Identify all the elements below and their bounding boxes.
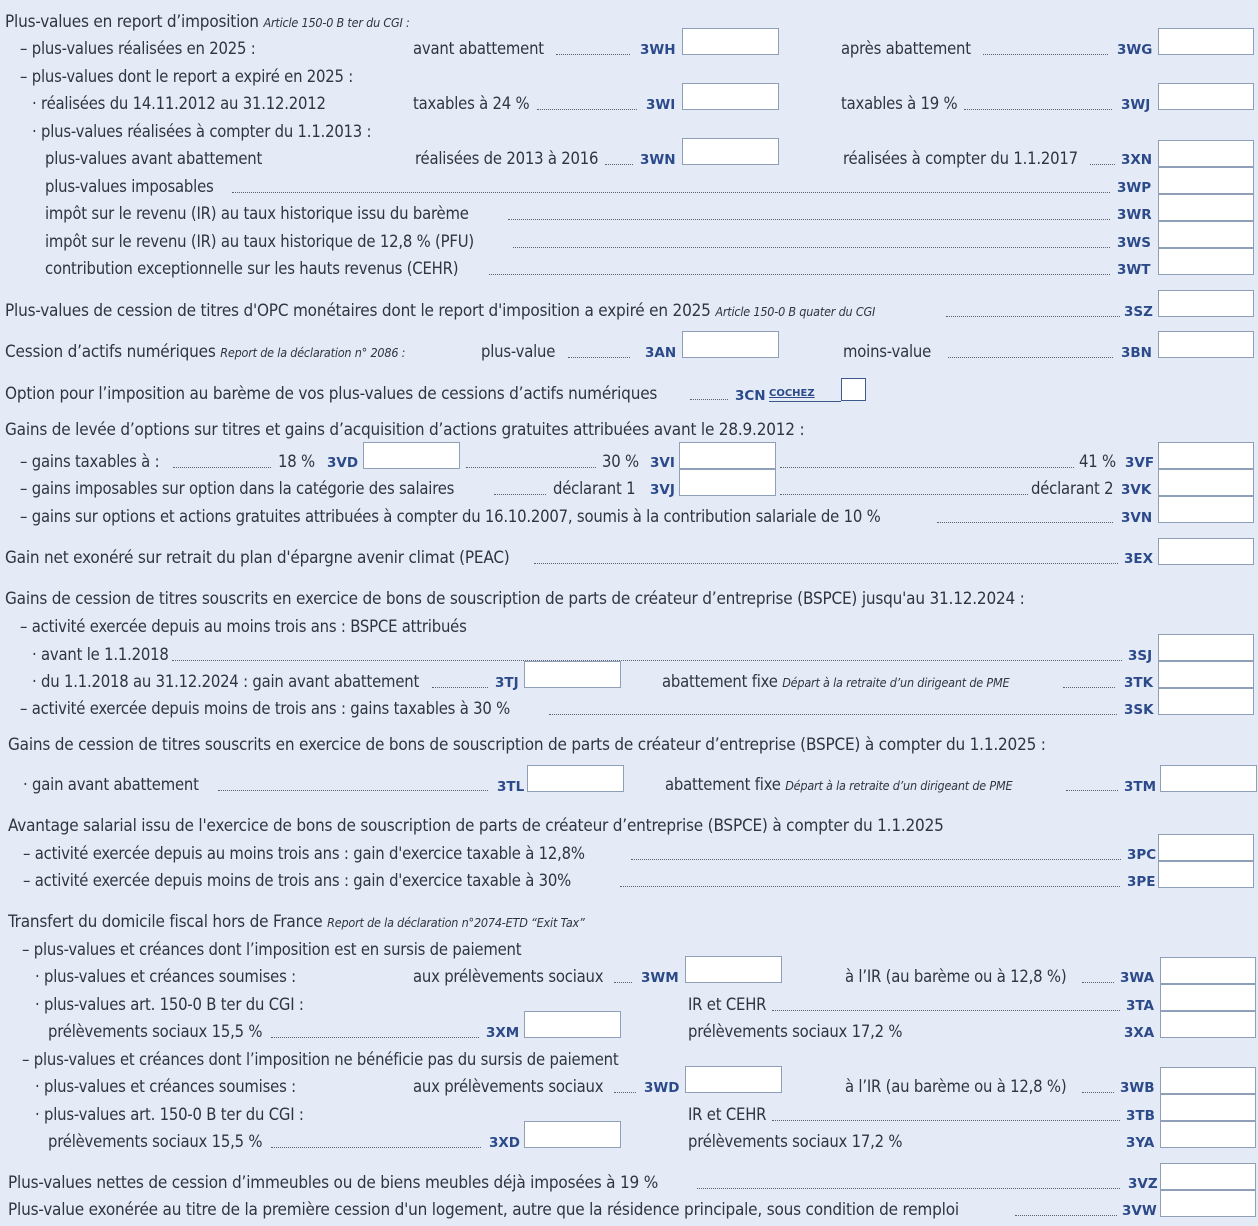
code-3wr: 3WR: [1117, 207, 1152, 223]
field-3tk[interactable]: [1158, 661, 1254, 688]
label-gain-avant-abattement: · gain avant abattement: [23, 775, 199, 794]
code-3tm: 3TM: [1124, 779, 1157, 795]
field-3wp[interactable]: [1158, 167, 1254, 194]
field-3ta[interactable]: [1160, 984, 1256, 1011]
label-plus-value: plus-value: [481, 342, 556, 361]
label-pv-imposables: plus-values imposables: [45, 177, 214, 196]
label-premiere-cession: Plus-value exonérée au titre de la première cession d'un logement, autre que la résidence principale, sous condition de remploi: [8, 1200, 959, 1220]
label-b-ps-17-2: prélèvements sociaux 17,2 %: [688, 1132, 903, 1151]
code-3vj: 3VJ: [650, 482, 675, 498]
label-contribution-salariale: – gains sur options et actions gratuites attribuées à compter du 16.10.2007, soumis à la contribution salariale de 10 %: [20, 507, 881, 526]
label-report-expire: – plus-values dont le report a expiré en 2025 :: [20, 67, 354, 86]
label-cehr: contribution exceptionnelle sur les hauts revenus (CEHR): [45, 259, 459, 278]
code-3xm: 3XM: [486, 1025, 520, 1041]
code-3xa: 3XA: [1124, 1025, 1155, 1041]
code-3ex: 3EX: [1124, 551, 1154, 567]
code-3sk: 3SK: [1124, 702, 1154, 718]
field-3wa[interactable]: [1160, 957, 1256, 984]
label-bspce-3ans: – activité exercée depuis au moins trois ans : BSPCE attribués: [20, 617, 467, 636]
label-pv-2025: – plus-values réalisées en 2025 :: [20, 39, 256, 58]
levee-options-title: Gains de levée d’options sur titres et gains d’acquisition d’actions gratuites attribuées avant le 28.9.2012 :: [5, 420, 805, 440]
label-ir-pfu: impôt sur le revenu (IR) au taux historique de 12,8 % (PFU): [45, 232, 474, 251]
field-3vz[interactable]: [1160, 1163, 1256, 1190]
code-3vk: 3VK: [1121, 482, 1152, 498]
code-3vi: 3VI: [650, 455, 675, 471]
label-gain-30: – activité exercée depuis moins de trois ans : gain d'exercice taxable à 30%: [23, 871, 572, 890]
field-3wt[interactable]: [1158, 248, 1254, 275]
label-2018-2024: · du 1.1.2018 au 31.12.2024 : gain avant abattement: [32, 672, 420, 691]
code-3xn: 3XN: [1121, 152, 1153, 168]
code-3an: 3AN: [645, 345, 677, 361]
field-3tl[interactable]: [527, 765, 624, 792]
field-3wn[interactable]: [682, 138, 779, 165]
label-opc-monetaires: Plus-values de cession de titres d'OPC monétaires dont le report d'imposition a expiré en 2025 Article 150-0 B quater du CGI: [5, 301, 876, 321]
cochez-label: COCHEZ: [769, 388, 815, 399]
field-3wd[interactable]: [685, 1066, 782, 1093]
label-abattement-fixe: abattement fixe Départ à la retraite d’un dirigeant de PME: [662, 672, 1010, 691]
code-3tj: 3TJ: [495, 675, 519, 691]
code-3xd: 3XD: [489, 1135, 521, 1151]
code-3sz: 3SZ: [1124, 304, 1153, 320]
field-3xa[interactable]: [1160, 1011, 1256, 1038]
code-3wm: 3WM: [641, 970, 679, 986]
field-3pe[interactable]: [1158, 861, 1254, 888]
field-3wh[interactable]: [682, 28, 779, 55]
code-3pe: 3PE: [1127, 874, 1156, 890]
label-gains-salaires: – gains imposables sur option dans la catégorie des salaires: [20, 479, 455, 498]
code-3ws: 3WS: [1117, 235, 1152, 251]
field-3wi[interactable]: [682, 83, 779, 110]
label-2013: · plus-values réalisées à compter du 1.1.2013 :: [32, 122, 372, 141]
label-taxables-24: taxables à 24 %: [413, 94, 530, 113]
label-sans-sursis: – plus-values et créances dont l’imposition ne bénéficie pas du sursis de paiement: [22, 1050, 619, 1069]
label-option-bareme: Option pour l’imposition au barème de vos plus-values de cessions d’actifs numériques: [5, 384, 658, 404]
field-3vj[interactable]: [679, 469, 776, 496]
code-3vd: 3VD: [327, 455, 359, 471]
code-3sj: 3SJ: [1128, 648, 1153, 664]
label-a-ps-17-2: prélèvements sociaux 17,2 %: [688, 1022, 903, 1041]
code-3wg: 3WG: [1117, 42, 1153, 58]
label-gains-taxables: – gains taxables à :: [20, 452, 160, 471]
label-declarant-1: déclarant 1: [553, 479, 636, 498]
field-3tb[interactable]: [1160, 1094, 1256, 1121]
label-2012: · réalisées du 14.11.2012 au 31.12.2012: [32, 94, 326, 113]
code-3wj: 3WJ: [1121, 97, 1151, 113]
field-3sz[interactable]: [1158, 290, 1254, 317]
label-a-ir: à l’IR (au barème ou à 12,8 %): [845, 967, 1067, 986]
code-3wn: 3WN: [640, 152, 676, 168]
code-3wt: 3WT: [1117, 262, 1151, 278]
code-3vw: 3VW: [1122, 1203, 1157, 1219]
field-3vi[interactable]: [679, 442, 776, 469]
field-3ex[interactable]: [1158, 538, 1254, 565]
label-a-art150: · plus-values art. 150-0 B ter du CGI :: [35, 995, 304, 1014]
field-3xm[interactable]: [524, 1011, 621, 1038]
label-30-pct: 30 %: [602, 452, 639, 471]
label-2017: réalisées à compter du 1.1.2017: [843, 149, 1078, 168]
label-2013-2016: réalisées de 2013 à 2016: [415, 149, 599, 168]
label-41-pct: 41 %: [1079, 452, 1116, 471]
code-3ta: 3TA: [1126, 998, 1155, 1014]
field-3sj[interactable]: [1158, 634, 1254, 661]
field-3wj[interactable]: [1158, 83, 1254, 110]
label-peac: Gain net exonéré sur retrait du plan d'épargne avenir climat (PEAC): [5, 548, 510, 568]
field-3sk[interactable]: [1158, 688, 1254, 715]
code-3wp: 3WP: [1117, 180, 1152, 196]
code-3wi: 3WI: [646, 97, 676, 113]
avantage-salarial-title: Avantage salarial issu de l'exercice de bons de souscription de parts de créateur d’entreprise (BSPCE) à compter du 1.1.2025: [8, 816, 944, 836]
field-3vf[interactable]: [1158, 442, 1254, 469]
label-a-ps-15-5: prélèvements sociaux 15,5 %: [48, 1022, 263, 1041]
code-3tb: 3TB: [1126, 1108, 1155, 1124]
label-a-soumises: · plus-values et créances soumises :: [35, 967, 296, 986]
field-3wb[interactable]: [1160, 1067, 1256, 1094]
label-18-pct: 18 %: [278, 452, 315, 471]
label-b-prelevements: aux prélèvements sociaux: [413, 1077, 604, 1096]
label-gain-12-8: – activité exercée depuis au moins trois ans : gain d'exercice taxable à 12,8%: [23, 844, 585, 863]
code-3wb: 3WB: [1120, 1080, 1155, 1096]
field-3wg[interactable]: [1158, 28, 1254, 55]
field-3vn[interactable]: [1158, 496, 1254, 523]
code-3vz: 3VZ: [1128, 1176, 1158, 1192]
code-3wd: 3WD: [644, 1080, 680, 1096]
label-actifs-numeriques: Cession d’actifs numériques Report de la déclaration n° 2086 :: [5, 342, 406, 362]
field-3tj[interactable]: [524, 661, 621, 688]
field-3vk[interactable]: [1158, 469, 1254, 496]
label-taxables-19: taxables à 19 %: [841, 94, 958, 113]
bspce-2024-title: Gains de cession de titres souscrits en exercice de bons de souscription de parts de créateur d’entreprise (BSPCE) jusqu'au 31.12.2024 :: [5, 589, 1025, 609]
field-3an[interactable]: [682, 331, 779, 358]
label-avant-abattement-2013: plus-values avant abattement: [45, 149, 263, 168]
label-a-ir-cehr: IR et CEHR: [688, 995, 767, 1014]
report-section-title: Plus-values en report d’imposition Article 150-0 B ter du CGI :: [5, 12, 410, 32]
field-3pc[interactable]: [1158, 834, 1254, 861]
label-bspce-30: – activité exercée depuis moins de trois ans : gains taxables à 30 %: [20, 699, 511, 718]
label-avant-abattement: avant abattement: [413, 39, 544, 58]
code-3wa: 3WA: [1120, 970, 1155, 986]
label-a-prelevements: aux prélèvements sociaux: [413, 967, 604, 986]
code-3tk: 3TK: [1124, 675, 1154, 691]
field-3vd[interactable]: [363, 442, 460, 469]
label-b-ps-15-5: prélèvements sociaux 15,5 %: [48, 1132, 263, 1151]
bspce-2025-title: Gains de cession de titres souscrits en exercice de bons de souscription de parts de créateur d’entreprise (BSPCE) à compter du 1.1.2025 :: [8, 735, 1046, 755]
exit-tax-title: Transfert du domicile fiscal hors de France Report de la déclaration n°2074-ETD “Exit Tax”: [8, 912, 585, 932]
code-3vf: 3VF: [1125, 455, 1155, 471]
code-3tl: 3TL: [497, 779, 525, 795]
label-b-ir-cehr: IR et CEHR: [688, 1105, 767, 1124]
checkbox-3cn[interactable]: [841, 378, 866, 401]
label-b-art150: · plus-values art. 150-0 B ter du CGI :: [35, 1105, 304, 1124]
field-3bn[interactable]: [1158, 331, 1254, 358]
code-3cn: 3CN: [735, 388, 766, 404]
field-3xd[interactable]: [524, 1121, 621, 1148]
label-declarant-2: déclarant 2: [1031, 479, 1114, 498]
label-avant-2018: · avant le 1.1.2018: [32, 645, 169, 664]
field-3vw[interactable]: [1160, 1190, 1256, 1217]
label-b-soumises: · plus-values et créances soumises :: [35, 1077, 296, 1096]
code-3ya: 3YA: [1126, 1135, 1155, 1151]
label-apres-abattement: après abattement: [841, 39, 971, 58]
label-b-ir: à l’IR (au barème ou à 12,8 %): [845, 1077, 1067, 1096]
field-3ya[interactable]: [1160, 1121, 1256, 1148]
field-3wm[interactable]: [685, 956, 782, 983]
code-3wh: 3WH: [640, 42, 676, 58]
field-3ws[interactable]: [1158, 221, 1254, 248]
code-3pc: 3PC: [1127, 847, 1157, 863]
label-abattement-fixe-2025: abattement fixe Départ à la retraite d’un dirigeant de PME: [665, 775, 1013, 794]
code-3vn: 3VN: [1121, 510, 1153, 526]
field-3wr[interactable]: [1158, 194, 1254, 221]
label-immeubles-19: Plus-values nettes de cession d’immeubles ou de biens meubles déjà imposées à 19 %: [8, 1173, 659, 1193]
label-sursis: – plus-values et créances dont l’imposition est en sursis de paiement: [22, 940, 522, 959]
label-moins-value: moins-value: [843, 342, 932, 361]
field-3tm[interactable]: [1160, 765, 1257, 792]
label-ir-bareme: impôt sur le revenu (IR) au taux historique issu du barème: [45, 204, 469, 223]
field-3xn[interactable]: [1158, 140, 1254, 167]
code-3bn: 3BN: [1121, 345, 1152, 361]
